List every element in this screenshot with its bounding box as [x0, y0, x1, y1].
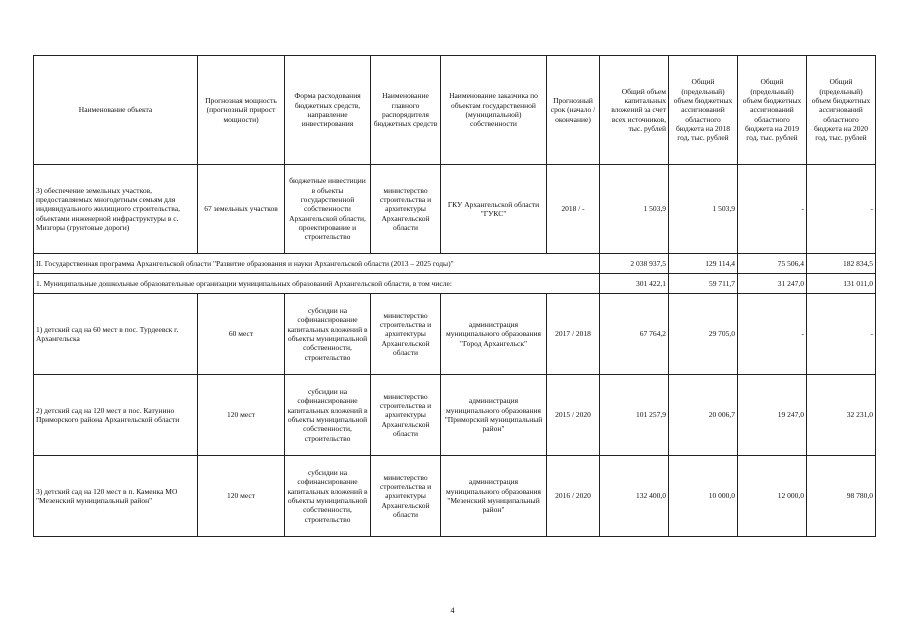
header-2020: Общий (предельный) объем бюджетных ассигнований областного бюджета на 2020 год, тыс. рублей [807, 56, 876, 165]
table-row [34, 165, 876, 254]
object-term: 2018 / - [547, 165, 600, 254]
object-capacity: 60 мест [198, 294, 285, 375]
section-2020: 182 834,5 [807, 254, 876, 274]
table-row [34, 294, 876, 375]
object-form: субсидии на софинансирование капитальных вложений в объекты муниципальной собственности, строительство [285, 456, 371, 537]
object-2020: 98 780,0 [807, 456, 876, 537]
object-2019: 19 247,0 [738, 375, 807, 456]
subsection-2020: 131 011,0 [807, 274, 876, 294]
section-2018: 129 114,4 [669, 254, 738, 274]
object-capacity: 120 мест [198, 456, 285, 537]
object-2020: - [807, 165, 876, 254]
object-2020: - [807, 294, 876, 375]
object-form: субсидии на софинансирование капитальных вложений в объекты муниципальной собственности, строительство [285, 294, 371, 375]
header-total: Общий объем капитальных вложений за счет всех источников, тыс. рублей [600, 56, 669, 165]
object-capacity: 120 мест [198, 375, 285, 456]
object-2018: 29 705,0 [669, 294, 738, 375]
object-total: 1 503,9 [600, 165, 669, 254]
object-term: 2016 / 2020 [547, 456, 600, 537]
object-2019: - [738, 165, 807, 254]
header-2019: Общий (предельный) объем бюджетных ассигнований областного бюджета на 2019 год, тыс. рублей [738, 56, 807, 165]
header-2018: Общий (предельный) объем бюджетных ассигнований областного бюджета на 2018 год, тыс. рублей [669, 56, 738, 165]
object-2018: 1 503,9 [669, 165, 738, 254]
object-term: 2015 / 2020 [547, 375, 600, 456]
table-row [34, 375, 876, 456]
object-2020: 32 231,0 [807, 375, 876, 456]
section-row [34, 254, 876, 274]
section-title: II. Государственная программа Архангельской области "Развитие образования и науки Архангельской области (2013 – 2025 годы)" [34, 254, 600, 274]
object-manager: министерство строительства и архитектуры Архангельской области [371, 456, 441, 537]
object-manager: министерство строительства и архитектуры Архангельской области [371, 294, 441, 375]
object-total: 67 764,2 [600, 294, 669, 375]
object-manager: министерство строительства и архитектуры Архангельской области [371, 165, 441, 254]
object-total: 101 257,9 [600, 375, 669, 456]
header-capacity: Прогнозная мощность (прогнозный прирост мощности) [198, 56, 285, 165]
header-object-name: Наименование объекта [34, 56, 198, 165]
section-2019: 75 506,4 [738, 254, 807, 274]
table-row [34, 456, 876, 537]
header-customer: Наименование заказчика по объектам государственной (муниципальной) собственности [441, 56, 547, 165]
page-number: 4 [450, 606, 455, 615]
object-customer: администрация муниципального образования "Город Архангельск" [441, 294, 547, 375]
object-name: 1) детский сад на 60 мест в пос. Турдеевск г. Архангельска [34, 294, 198, 375]
object-manager: министерство строительства и архитектуры Архангельской области [371, 375, 441, 456]
capital-investments-table [33, 55, 876, 537]
header-term: Прогнозный срок (начало / окончание) [547, 56, 600, 165]
subsection-title: 1. Муниципальные дошкольные образовательные организации муниципальных образований Архангельской области, в том числе: [34, 274, 600, 294]
object-total: 132 400,0 [600, 456, 669, 537]
section-total: 2 038 937,5 [600, 254, 669, 274]
subsection-row [34, 274, 876, 294]
object-2018: 10 000,0 [669, 456, 738, 537]
subsection-total: 301 422,1 [600, 274, 669, 294]
object-form: субсидии на софинансирование капитальных вложений в объекты муниципальной собственности, строительство [285, 375, 371, 456]
object-2019: 12 000,0 [738, 456, 807, 537]
object-name: 2) детский сад на 120 мест в пос. Катунино Приморского района Архангельской области [34, 375, 198, 456]
object-term: 2017 / 2018 [547, 294, 600, 375]
object-customer: администрация муниципального образования "Приморский муниципальный район" [441, 375, 547, 456]
object-2018: 20 006,7 [669, 375, 738, 456]
header-form: Форма расходования бюджетных средств, направление инвестирования [285, 56, 371, 165]
table-header-row [34, 56, 876, 165]
object-name: 3) детский сад на 120 мест в п. Каменка МО "Мезенский муниципальный район" [34, 456, 198, 537]
object-name: 3) обеспечение земельных участков, предоставляемых многодетным семьям для индивидуального жилищного строительства, объектами инженерной инфраструктуры в с. Мизгоры (грунтовые дороги) [34, 165, 198, 254]
object-2019: - [738, 294, 807, 375]
object-customer: ГКУ Архангельской области "ГУКС" [441, 165, 547, 254]
header-manager: Наименование главного распорядителя бюджетных средств [371, 56, 441, 165]
object-capacity: 67 земельных участков [198, 165, 285, 254]
object-customer: администрация муниципального образования "Мезенский муниципальный район" [441, 456, 547, 537]
subsection-2019: 31 247,0 [738, 274, 807, 294]
object-form: бюджетные инвестиции в объекты государственной собственности Архангельской области, проектирование и строительство [285, 165, 371, 254]
subsection-2018: 59 711,7 [669, 274, 738, 294]
